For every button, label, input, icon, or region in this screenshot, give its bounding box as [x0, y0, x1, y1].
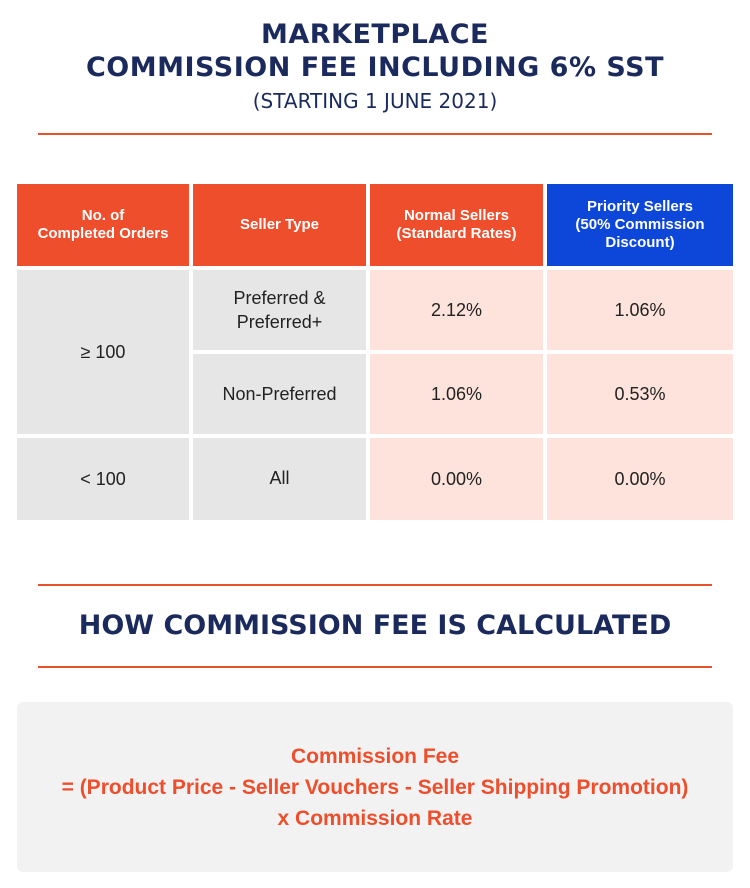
orders-cell-under-100: < 100 — [17, 438, 189, 520]
seller-type-cell: Preferred & Preferred+ — [193, 270, 366, 350]
formula-box — [17, 702, 733, 872]
divider-section-bottom — [38, 666, 712, 668]
header-priority-sellers: Priority Sellers (50% Commission Discount) — [547, 184, 733, 266]
section-title: HOW COMMISSION FEE IS CALCULATED — [78, 610, 672, 641]
formula-line-2: = (Product Price - Seller Vouchers - Seller Shipping Promotion) — [61, 775, 689, 799]
orders-cell-100-plus: ≥ 100 — [17, 270, 189, 434]
title-block — [0, 18, 750, 116]
priority-rate-cell: 0.00% — [547, 438, 733, 520]
normal-rate-cell: 0.00% — [370, 438, 543, 520]
page-subtitle: (STARTING 1 JUNE 2021) — [252, 89, 498, 113]
normal-rate-cell: 1.06% — [370, 354, 543, 434]
header-completed-orders: No. of Completed Orders — [17, 184, 189, 266]
header-seller-type: Seller Type — [193, 184, 366, 266]
divider-section-top — [38, 584, 712, 586]
normal-rate-cell: 2.12% — [370, 270, 543, 350]
divider-top — [38, 133, 712, 135]
priority-rate-cell: 0.53% — [547, 354, 733, 434]
formula-line-3: x Commission Rate — [277, 806, 473, 830]
formula-line-1: Commission Fee — [290, 744, 460, 768]
seller-type-cell: Non-Preferred — [193, 354, 366, 434]
seller-type-cell: All — [193, 438, 366, 520]
page-title-line1: MARKETPLACE — [261, 19, 489, 50]
header-normal-sellers: Normal Sellers (Standard Rates) — [370, 184, 543, 266]
page-title-line2: COMMISSION FEE INCLUDING 6% SST — [85, 52, 665, 83]
priority-rate-cell: 1.06% — [547, 270, 733, 350]
